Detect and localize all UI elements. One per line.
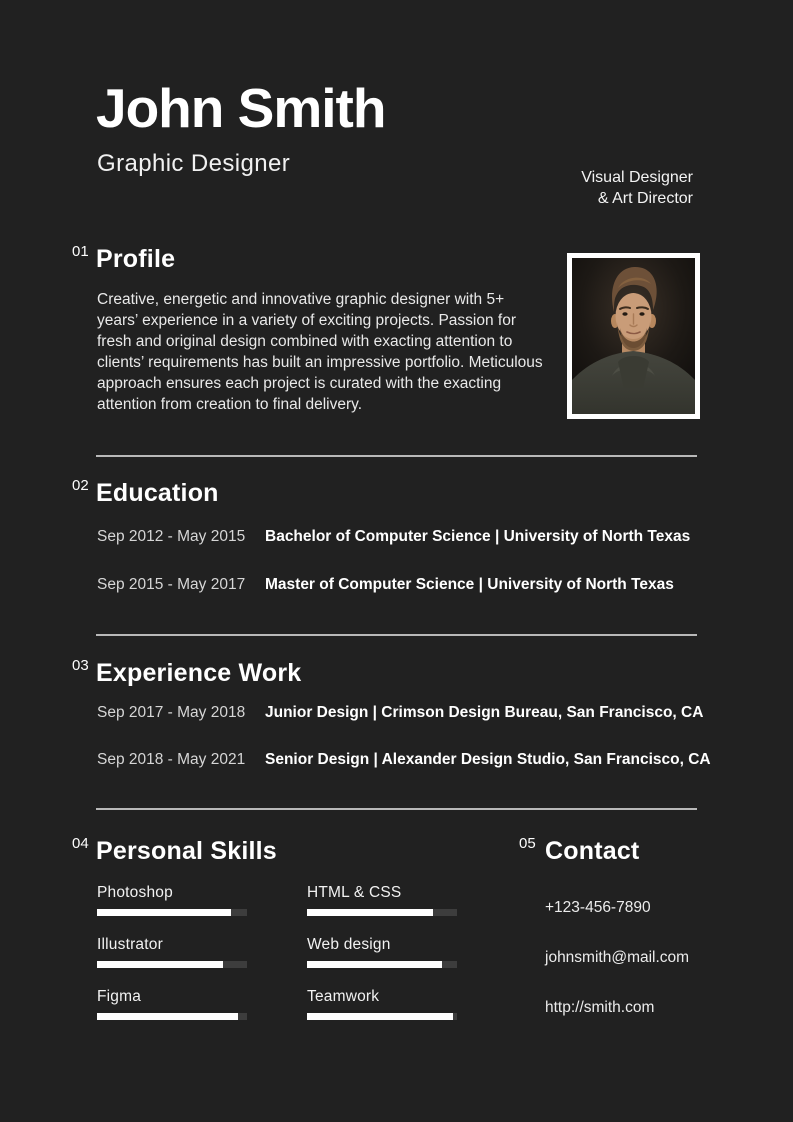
divider — [96, 808, 697, 810]
skill-bar-track — [97, 961, 247, 968]
education-entry — [97, 528, 690, 546]
skill-bar-track — [307, 1013, 457, 1020]
skill-item — [97, 936, 247, 968]
section-title-contact: Contact — [545, 837, 640, 865]
contact-website: http://smith.com — [545, 999, 655, 1016]
skill-item — [97, 884, 247, 916]
section-title-education: Education — [96, 479, 219, 507]
tagline-line2: & Art Director — [597, 190, 693, 207]
skill-bar-fill — [97, 961, 223, 968]
skill-bar-track — [97, 909, 247, 916]
skill-item — [97, 988, 247, 1020]
contact-list — [545, 900, 689, 1050]
profile-text: Creative, energetic and innovative graphic designer with 5+ years’ experience in a variety of exciting projects. Passion for fresh and original design combined with exacting attention to clients’ requirements has built an impressive portfolio. Meticulous approach ensures each project is curated with the exacting attention from creation to final delivery. — [97, 291, 543, 413]
skill-item — [307, 884, 457, 916]
skill-label: HTML & CSS — [307, 884, 402, 901]
education-degree: Master of Computer Science | University of North Texas — [265, 576, 674, 593]
job-title: Graphic Designer — [97, 150, 291, 177]
section-title-skills: Personal Skills — [96, 837, 277, 865]
skill-item — [307, 988, 457, 1020]
skill-bar-fill — [307, 961, 442, 968]
section-number-experience: 03 — [72, 657, 89, 674]
skill-bar-track — [307, 909, 457, 916]
skill-label: Figma — [97, 988, 142, 1005]
contact-phone: +123-456-7890 — [545, 899, 651, 916]
experience-position: Senior Design | Alexander Design Studio, San Francisco, CA — [265, 751, 711, 768]
experience-dates: Sep 2017 - May 2018 — [97, 704, 246, 721]
skill-bar-fill — [97, 1013, 238, 1020]
section-number-profile: 01 — [72, 243, 89, 260]
skill-label: Illustrator — [97, 936, 163, 953]
skill-bar-fill — [97, 909, 231, 916]
contact-email: johnsmith@mail.com — [545, 949, 690, 966]
section-number-skills: 04 — [72, 835, 89, 852]
skill-bar-fill — [307, 1013, 453, 1020]
skills-column-left — [97, 884, 247, 1040]
portrait-illustration — [572, 258, 695, 414]
skill-bar-track — [307, 961, 457, 968]
divider — [96, 455, 697, 457]
tagline — [581, 167, 693, 209]
section-title-experience: Experience Work — [96, 659, 302, 687]
skill-item — [307, 936, 457, 968]
skill-bar-track — [97, 1013, 247, 1020]
person-name: John Smith — [96, 77, 386, 139]
experience-dates: Sep 2018 - May 2021 — [97, 751, 246, 768]
section-number-contact: 05 — [519, 835, 536, 852]
experience-entry — [97, 751, 711, 769]
education-degree: Bachelor of Computer Science | University of North Texas — [265, 528, 691, 545]
skill-bar-fill — [307, 909, 433, 916]
skills-column-right — [307, 884, 457, 1040]
skill-label: Teamwork — [307, 988, 380, 1005]
education-dates: Sep 2015 - May 2017 — [97, 576, 246, 593]
experience-entry — [97, 704, 703, 722]
experience-position: Junior Design | Crimson Design Bureau, San Francisco, CA — [265, 704, 704, 721]
skill-label: Web design — [307, 936, 391, 953]
divider — [96, 634, 697, 636]
profile-photo — [567, 253, 700, 419]
skill-label: Photoshop — [97, 884, 173, 901]
tagline-line1: Visual Designer — [581, 169, 693, 186]
education-entry — [97, 576, 674, 594]
section-number-education: 02 — [72, 477, 89, 494]
section-title-profile: Profile — [96, 245, 176, 273]
education-dates: Sep 2012 - May 2015 — [97, 528, 246, 545]
